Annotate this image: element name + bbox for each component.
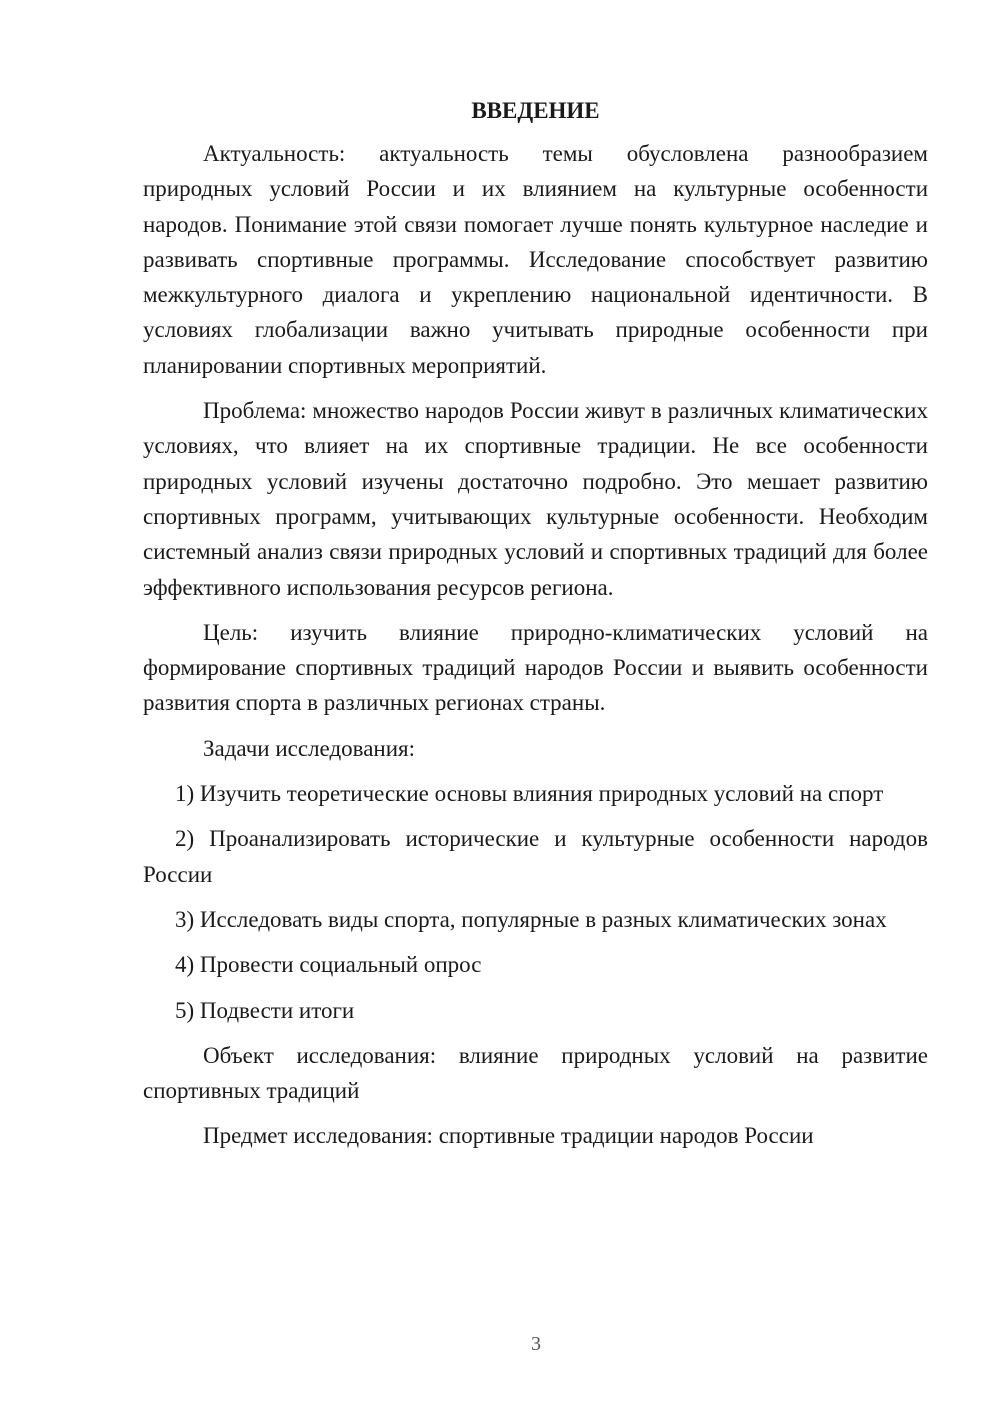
research-subject: Предмет исследования: спортивные традиции народов России [203, 1123, 814, 1149]
task-item-1: 1) Изучить теоретические основы влияния природных условий на спорт [175, 781, 884, 807]
research-object: Объект исследования: влияние природных условий на развитие спортивных традиций [143, 1042, 928, 1104]
problem-paragraph: Проблема: множество народов России живут в различных климатических условиях, что влияет на их спортивные традиции. Не все особенности природных условий изучены достаточно подробно. Это мешает развитию спортивных программ, учитывающих культурные особенности. Необходим системный анализ связи природных условий и спортивных традиций для более эффективного использования ресурсов региона. [143, 398, 928, 600]
section-title: ВВЕДЕНИЕ [471, 98, 600, 123]
task-item-5: 5) Подвести итоги [175, 997, 355, 1023]
page-number: 3 [531, 1333, 541, 1355]
page-content [143, 93, 928, 1164]
task-item-3: 3) Исследовать виды спорта, популярные в разных климатических зонах [175, 906, 887, 932]
relevance-paragraph: Актуальность: актуальность темы обусловлена разнообразием природных условий России и их влиянием на культурные особенности народов. Понимание этой связи помогает лучше понять культурное наследие и развивать спортивные программы. Исследование способствует развитию межкультурного диалога и укреплению национальной идентичности. В условиях глобализации важно учитывать природные особенности при планировании спортивных мероприятий. [143, 141, 928, 378]
goal-paragraph: Цель: изучить влияние природно-климатических условий на формирование спортивных традиций народов России и выявить особенности развития спорта в различных регионах страны. [143, 619, 928, 716]
task-item-4: 4) Провести социальный опрос [175, 952, 482, 978]
task-item-2: 2) Проанализировать исторические и культурные особенности народов России [143, 826, 928, 887]
tasks-heading: Задачи исследования: [203, 735, 416, 761]
